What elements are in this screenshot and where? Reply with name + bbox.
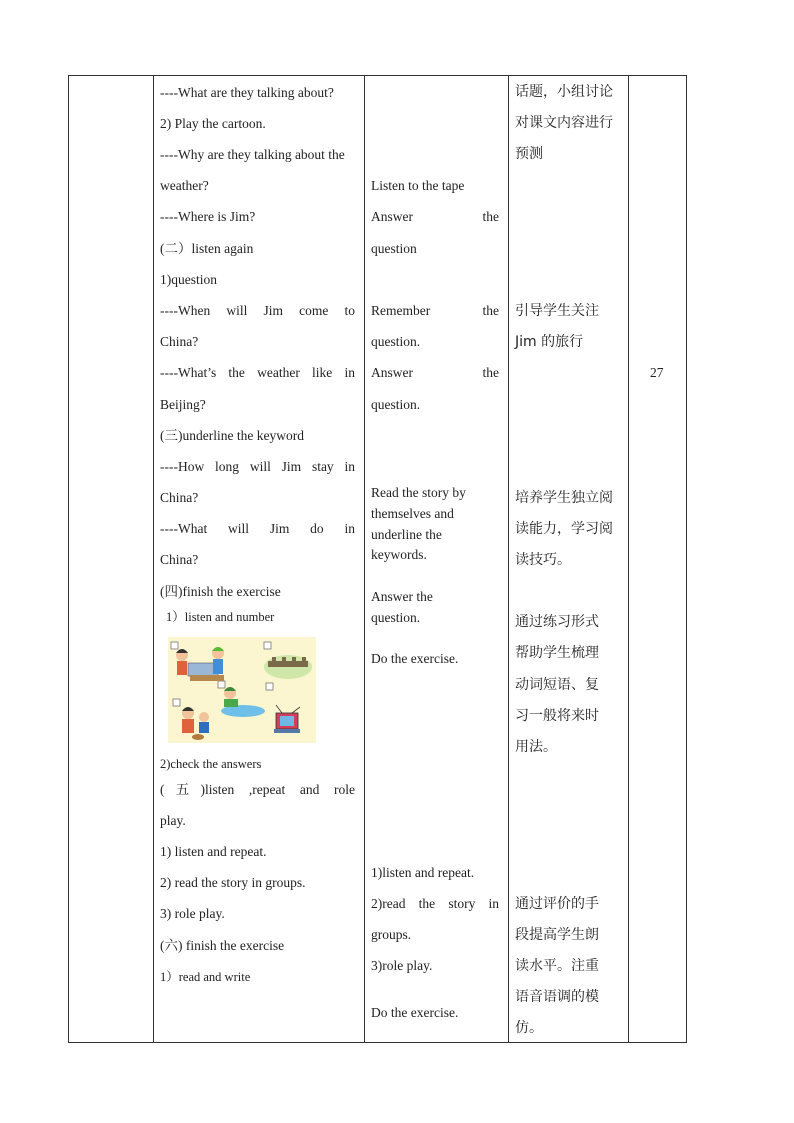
student-line: themselves and — [371, 506, 454, 521]
student-line: question. — [371, 397, 421, 412]
exercise-illustration-image — [168, 637, 316, 743]
purpose-line: 动词短语、复 — [515, 677, 599, 693]
student-line: question — [371, 241, 417, 256]
purpose-line: 话题，小组讨论 — [515, 84, 613, 100]
step-line: China? — [160, 552, 199, 567]
student-line: Listen to the tape — [371, 178, 465, 193]
step-line: Beijing? — [160, 397, 206, 412]
student-line: 2)read the story in — [371, 896, 499, 911]
student-line: Read the story by — [371, 485, 466, 500]
step-line: 2)check the answers — [160, 757, 262, 771]
step-heading: (五)listen ,repeat and role — [160, 782, 355, 797]
student-line: 3)role play. — [371, 958, 433, 973]
purpose-line: 习一般将来时 — [515, 708, 599, 724]
step-line: China? — [160, 490, 199, 505]
step-line: 2) Play the cartoon. — [160, 116, 266, 131]
purpose-line: 读水平。注重 — [515, 958, 599, 974]
step-line: 2) read the story in groups. — [160, 875, 306, 890]
step-line: weather? — [160, 178, 209, 193]
step-line: 3) role play. — [160, 906, 225, 921]
time-minutes: 27 — [650, 365, 664, 380]
purpose-line: 培养学生独立阅 — [515, 490, 613, 506]
step-line: China? — [160, 334, 199, 349]
step-line: ----What’s the weather like in — [160, 365, 355, 380]
step-heading: (二）listen again — [160, 241, 254, 256]
step-line: play. — [160, 813, 186, 828]
purpose-line: 通过练习形式 — [515, 614, 599, 630]
student-line: question. — [371, 610, 421, 625]
student-line: Do the exercise. — [371, 651, 459, 666]
purpose-line: 帮助学生梳理 — [515, 645, 599, 661]
purpose-line: 预测 — [515, 146, 543, 162]
student-line: Answer the — [371, 589, 433, 604]
purpose-line: 用法。 — [515, 739, 557, 755]
step-line: ----Where is Jim? — [160, 209, 256, 224]
step-line: 1)question — [160, 272, 217, 287]
purpose-line: 读能力，学习阅 — [515, 521, 613, 537]
exercise-illustration — [168, 637, 316, 743]
purpose-line: Jim 的旅行 — [515, 334, 584, 350]
purpose-line: 通过评价的手 — [515, 896, 599, 912]
purpose-line: 引导学生关注 — [515, 303, 599, 319]
student-line: underline the — [371, 527, 442, 542]
column-divider — [508, 76, 509, 1042]
student-line: keywords. — [371, 547, 427, 562]
step-line: ----How long will Jim stay in — [160, 459, 355, 474]
column-divider — [153, 76, 154, 1042]
step-line: ----What will Jim do in — [160, 521, 355, 536]
step-heading: (三)underline the keyword — [160, 428, 304, 443]
step-line: 1）listen and number — [166, 610, 275, 624]
purpose-line: 段提高学生朗 — [515, 927, 599, 943]
purpose-line: 对课文内容进行 — [515, 115, 613, 131]
student-line: Do the exercise. — [371, 1005, 459, 1020]
student-line: Answer the — [371, 209, 499, 224]
step-line: ----When will Jim come to — [160, 303, 355, 318]
step-line: ----Why are they talking about the — [160, 147, 345, 162]
student-line: 1)listen and repeat. — [371, 865, 475, 880]
step-line: 1）read and write — [160, 970, 251, 984]
student-line: groups. — [371, 927, 412, 942]
purpose-line: 仿。 — [515, 1020, 543, 1036]
purpose-line: 语音语调的模 — [515, 989, 599, 1005]
step-line: 1) listen and repeat. — [160, 844, 267, 859]
column-divider — [628, 76, 629, 1042]
student-line: Remember the — [371, 303, 499, 318]
column-divider — [364, 76, 365, 1042]
step-heading: (四)finish the exercise — [160, 584, 281, 599]
student-line: question. — [371, 334, 421, 349]
student-line: Answer the — [371, 365, 499, 380]
step-line: ----What are they talking about? — [160, 85, 334, 100]
step-heading: (六) finish the exercise — [160, 938, 285, 953]
purpose-line: 读技巧。 — [515, 552, 571, 568]
